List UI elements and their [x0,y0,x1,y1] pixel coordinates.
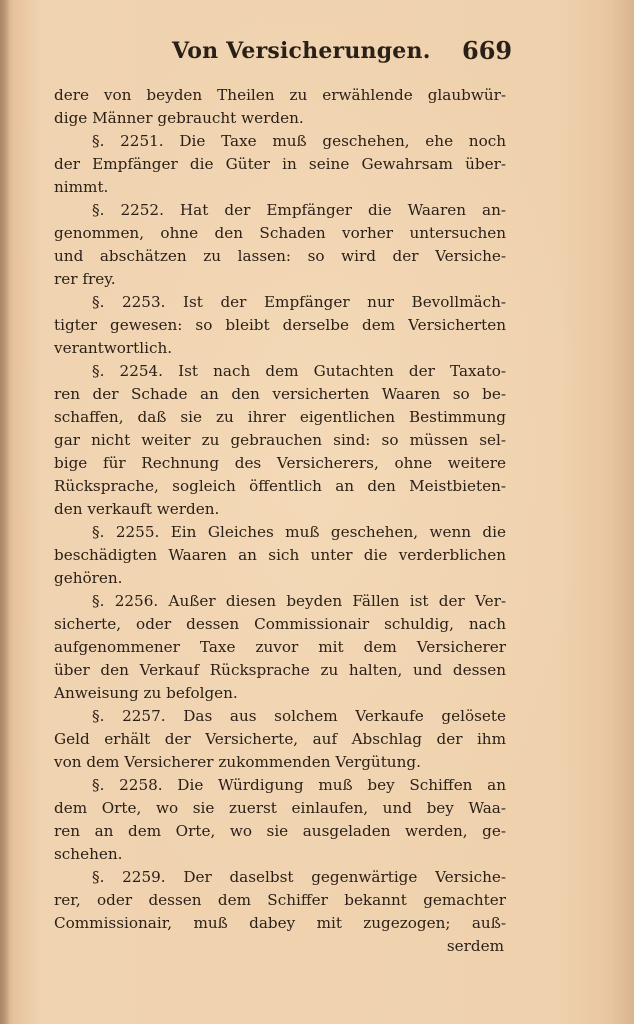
text-line: und abschätzen zu lassen: so wird der Versiche- [54,247,506,265]
text-line: Geld erhält der Versicherte, auf Abschlag der ihm [54,730,506,748]
text-line: §. 2259. Der daselbst gegenwärtige Versiche- [92,868,506,886]
text-line: rer, oder dessen dem Schiffer bekannt gemachter [54,891,506,909]
text-line: §. 2258. Die Würdigung muß bey Schiffen an [92,776,506,794]
text-line: gar nicht weiter zu gebrauchen sind: so müssen sel- [54,431,506,449]
text-line: §. 2256. Außer diesen beyden Fällen ist der Ver- [92,592,506,610]
text-line: schehen. [54,845,123,863]
text-line: Anweisung zu befolgen. [54,684,238,702]
text-line: §. 2257. Das aus solchem Verkaufe gelösete [92,707,506,725]
text-line: bige für Rechnung des Versicherers, ohne weitere [54,454,506,472]
text-line: nimmt. [54,178,109,196]
catchword: serdem [446,937,504,955]
text-line: gehören. [54,569,123,587]
text-line: aufgenommener Taxe zuvor mit dem Versicherer [54,638,506,656]
text-line: §. 2251. Die Taxe muß geschehen, ehe noch [92,132,506,150]
running-title: Von Versicherungen. [172,38,431,64]
text-line: rer frey. [54,270,116,288]
text-line: der Empfänger die Güter in seine Gewahrsam über- [54,155,506,173]
text-line: dere von beyden Theilen zu erwählende glaubwür- [54,86,506,104]
text-line: ren der Schade an den versicherten Waaren so be- [54,385,506,403]
text-line: dem Orte, wo sie zuerst einlaufen, und bey Waa- [54,799,506,817]
page-header [0,38,634,70]
text-line: sicherte, oder dessen Commissionair schuldig, nach [54,615,506,633]
text-line: Rücksprache, sogleich öffentlich an den Meistbieten- [54,477,506,495]
text-line: beschädigten Waaren an sich unter die verderblichen [54,546,506,564]
text-line: Commissionair, muß dabey mit zugezogen; auß- [54,914,506,932]
text-line: §. 2255. Ein Gleiches muß geschehen, wenn die [92,523,506,541]
text-line: genommen, ohne den Schaden vorher untersuchen [54,224,506,242]
text-line: verantwortlich. [54,339,173,357]
text-line: dige Männer gebraucht werden. [54,109,304,127]
text-line: schaffen, daß sie zu ihrer eigentlichen Bestimmung [54,408,506,426]
text-line: den verkauft werden. [54,500,220,518]
text-line: über den Verkauf Rücksprache zu halten, und dessen [54,661,506,679]
text-line: §. 2252. Hat der Empfänger die Waaren an- [92,201,506,219]
text-line: von dem Versicherer zukommenden Vergütung. [54,753,421,771]
page-number: 669 [462,36,513,65]
body-text [54,84,506,958]
text-line: §. 2253. Ist der Empfänger nur Bevollmäch- [92,293,506,311]
text-line: §. 2254. Ist nach dem Gutachten der Taxato- [92,362,506,380]
page-edge-shadow [0,0,10,1024]
text-line: ren an dem Orte, wo sie ausgeladen werden, ge- [54,822,506,840]
text-line: tigter gewesen: so bleibt derselbe dem Versicherten [54,316,506,334]
